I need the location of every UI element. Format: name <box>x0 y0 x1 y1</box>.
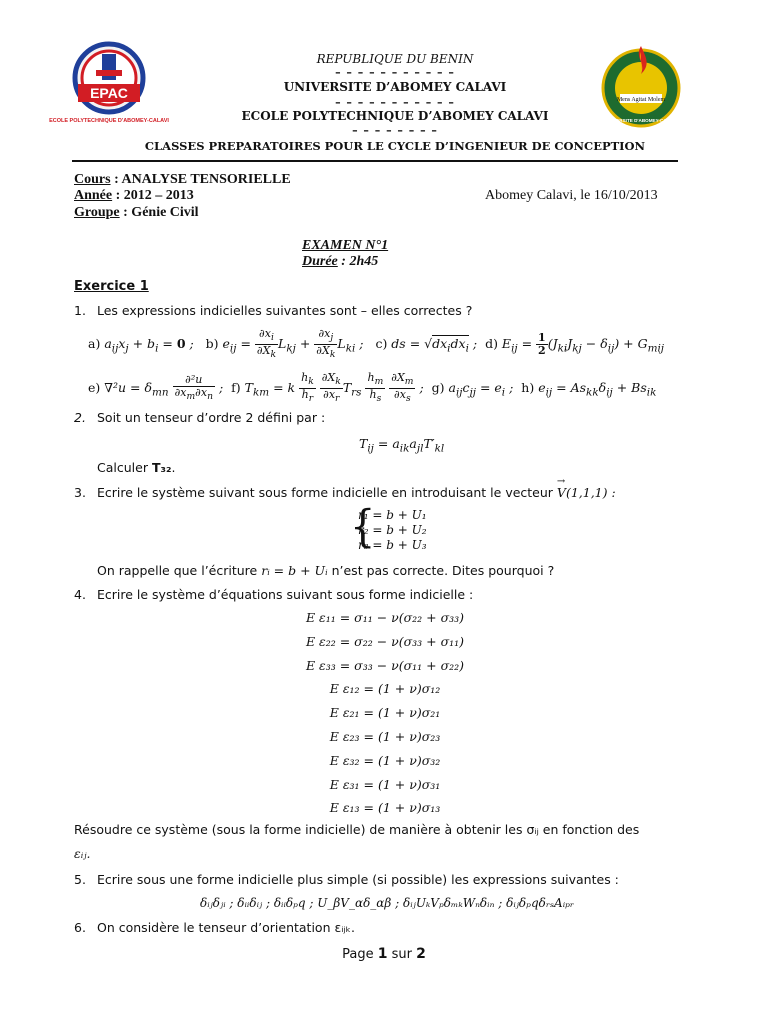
header-divider: – – – – – – – – – – – <box>335 96 455 109</box>
year-line <box>74 188 194 204</box>
resolve-text: Résoudre ce système (sous la forme indicielle) de manière à obtenir les σᵢⱼ en fonction des <box>74 822 640 837</box>
exam-title-text: EXAMEN N°1 <box>302 238 389 253</box>
note-equation: rᵢ = b + Uᵢ <box>261 563 328 578</box>
course-value: : ANALYSE TENSORIELLE <box>110 172 291 187</box>
course-line <box>74 172 291 188</box>
uac-logo-motto: Mens Agitat Molem <box>616 97 666 103</box>
question-number: 5. <box>74 872 86 887</box>
expression-row-2: e) $\nabla^2u = \delta_{mn}$ $\frac{\text{∂²u}}{\partial x_m\partial x_n}$ ; f) $T_{km} = k$ $\frac{h_k}{h_r}$ $\frac{\partial X_k}{\partial x_r}$ $T_{rs}$ $\frac{h_m}{h_s}$ $\frac{\partial X_m}{\partial x_s}$ ; g) $a_{ij}c_{jj} = e_i$ ; h) $e_{ij} = As_{kk}\delta_{ij} + Bs_{ik}$ <box>88 371 657 405</box>
uac-logo-caption: UNIVERSITE D'ABOMEY-CALAVI <box>605 118 677 123</box>
strain-equation: E ε₃₂ = (1 + ν)σ₃₂ <box>329 752 441 768</box>
group-value: : Génie Civil <box>119 205 199 220</box>
strain-equation: E ε₃₁ = (1 + ν)σ₃₁ <box>329 776 441 792</box>
system-eq: r₁ = b + U₁ <box>358 508 427 522</box>
calc-instruction: Calculer T₃₂. <box>97 460 176 475</box>
header-divider: – – – – – – – – – – – <box>335 66 455 79</box>
header-classes: CLASSES PREPARATOIRES POUR LE CYCLE D’INGENIEUR DE CONCEPTION <box>144 139 646 153</box>
question-1-text: Les expressions indicielles suivantes sont – elles correctes ? <box>97 303 473 318</box>
expression-row-1: a) $a_{ij}x_j + b_i = 0$ ; b) $e_{ij}$ = $\frac{\partial x_i}{\partial X_k}$ $L_{kj}$ + $\frac{\partial x_j}{\partial X_k}$ $L_{ki}$ ; c) ds = $√dx_idx_i$ ; d) $E_{ij}$ = $\frac{1}{2}$ $(J_{ki}J_{kj} - \delta_{ij}) + G_{mij}$ <box>88 327 665 361</box>
question-6-text: On considère le tenseur d’orientation εᵢⱼₖ. <box>97 920 355 935</box>
question-number: 6. <box>74 920 86 935</box>
vector-v: V → (1,1,1) : <box>556 476 616 500</box>
question-number: 2. <box>74 410 86 425</box>
question-number: 1. <box>74 303 86 318</box>
strain-equation: E ε₁₃ = (1 + ν)σ₁₃ <box>329 800 441 816</box>
tensor-definition: $T_{ij} = a_{ik}a_{jl}T'_{kl}$ <box>359 436 445 455</box>
system-brace: { <box>350 501 376 553</box>
page-footer <box>0 946 768 962</box>
resolve-text-end: εᵢⱼ. <box>74 846 91 861</box>
header-divider: – – – – – – – – <box>352 124 438 137</box>
strain-equations <box>250 606 520 820</box>
exam-title <box>302 238 388 254</box>
epac-logo-caption: ECOLE POLYTECHNIQUE D'ABOMEY-CALAVI <box>49 118 169 124</box>
place-date: Abomey Calavi, le 16/10/2013 <box>485 188 658 203</box>
strain-equation: E ε₃₃ = σ₃₃ − ν(σ₁₁ + σ₂₂) <box>305 657 465 673</box>
strain-equation: E ε₂₃ = (1 + ν)σ₂₃ <box>329 728 441 744</box>
question-3-label: Ecrire le système suivant sous forme indicielle en introduisant le vecteur <box>97 485 553 500</box>
page-word: Page <box>342 947 374 962</box>
epac-logo-text: EPAC <box>90 85 128 101</box>
system-3 <box>358 508 427 553</box>
duration-label: Durée <box>302 254 338 269</box>
header-school: ECOLE POLYTECHNIQUE D’ABOMEY CALAVI <box>241 109 549 123</box>
header-rule <box>72 160 678 162</box>
note-prefix: On rappelle que l’écriture <box>97 563 258 578</box>
question-2-text: Soit un tenseur d’ordre 2 défini par : <box>97 410 326 425</box>
exercise-title: Exercice 1 <box>74 279 149 294</box>
group-line <box>74 205 199 221</box>
duration-value: : 2h45 <box>337 254 379 269</box>
exam-duration <box>302 254 378 270</box>
header-university: UNIVERSITE D’ABOMEY CALAVI <box>283 80 507 94</box>
page-total: 2 <box>416 946 426 962</box>
system-eq: r₂ = b + U₂ <box>358 523 427 537</box>
calc-target: T₃₂ <box>151 460 172 475</box>
delta-expressions: δᵢⱼδⱼᵢ ; δᵢᵢδᵢⱼ ; δᵢᵢδₚq ; U_βV_αδ_αβ ; δᵢⱼUₖVₚδₘₖWₙδᵢₙ ; δᵢⱼδₚqδᵣₛAᵢₚᵣ <box>200 896 575 910</box>
course-label: Cours <box>74 172 111 187</box>
question-5-text: Ecrire sous une forme indicielle plus simple (si possible) les expressions suivantes : <box>97 872 619 887</box>
strain-equation: E ε₁₁ = σ₁₁ − ν(σ₂₂ + σ₃₃) <box>305 610 465 625</box>
question-3-text <box>97 476 616 500</box>
strain-equation: E ε₂₂ = σ₂₂ − ν(σ₃₃ + σ₁₁) <box>305 633 465 649</box>
epac-logo <box>49 40 169 130</box>
of-word: sur <box>391 947 412 962</box>
question-3-note <box>97 563 554 578</box>
system-eq: r₃ = b + U₃ <box>358 538 427 552</box>
strain-equation: E ε₂₁ = (1 + ν)σ₂₁ <box>329 705 441 721</box>
question-number: 4. <box>74 587 86 602</box>
header-republic: REPUBLIQUE DU BENIN <box>316 52 474 66</box>
question-number: 3. <box>74 485 86 500</box>
year-value: : 2012 – 2013 <box>112 188 194 203</box>
calc-label: Calculer <box>97 460 148 475</box>
question-4-text: Ecrire le système d’équations suivant sous forme indicielle : <box>97 587 474 602</box>
note-suffix: n’est pas correcte. Dites pourquoi ? <box>331 563 555 578</box>
strain-equation: E ε₁₂ = (1 + ν)σ₁₂ <box>329 681 441 697</box>
year-label: Année <box>74 188 113 203</box>
page-number: 1 <box>377 946 388 962</box>
group-label: Groupe <box>74 205 120 220</box>
